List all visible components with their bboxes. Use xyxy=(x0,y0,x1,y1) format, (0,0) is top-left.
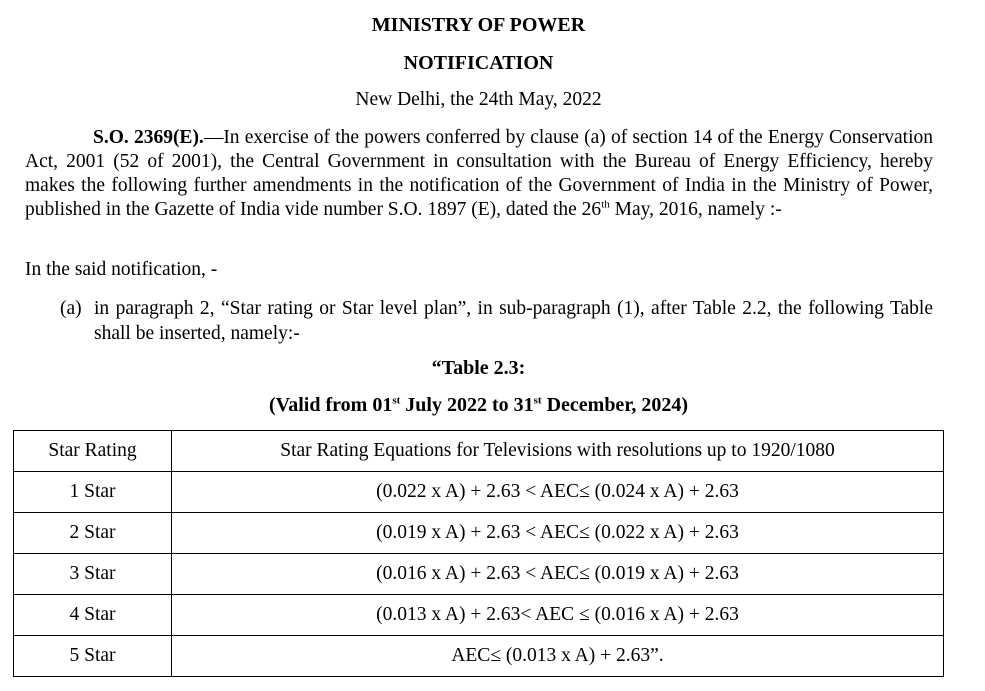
validity-middle: July 2022 to 31 xyxy=(400,394,534,416)
notification-heading: NOTIFICATION xyxy=(403,52,554,74)
table-row xyxy=(14,472,944,513)
header-star-rating: Star Rating xyxy=(14,431,172,472)
amendment-a-text: in paragraph 2, “Star rating or Star level plan”, in sub-paragraph (1), after Table 2.2, the following Table shall be inserted, namely:- xyxy=(94,298,933,344)
amendment-a-marker: (a) xyxy=(60,298,82,319)
equation-cell: (0.019 x A) + 2.63 < AEC≤ (0.022 x A) + 2.63 xyxy=(172,513,944,554)
rating-cell: 1 Star xyxy=(14,472,172,513)
equation-cell: (0.016 x A) + 2.63 < AEC≤ (0.019 x A) + 2.63 xyxy=(172,554,944,595)
table-row xyxy=(14,636,944,677)
table-title: “Table 2.3: xyxy=(431,357,526,379)
amendment-a xyxy=(60,296,933,346)
table-row xyxy=(14,595,944,636)
table-header-row xyxy=(14,431,944,472)
equation-cell: (0.022 x A) + 2.63 < AEC≤ (0.024 x A) + 2.63 xyxy=(172,472,944,513)
intro-text-end: May, 2016, namely :- xyxy=(609,199,782,220)
validity-superscript-start: st xyxy=(392,394,401,407)
dateline: New Delhi, the 24th May, 2022 xyxy=(355,89,602,110)
equation-cell: (0.013 x A) + 2.63< AEC ≤ (0.016 x A) + 2.63 xyxy=(172,595,944,636)
validity-prefix: (Valid from 01 xyxy=(268,394,393,416)
validity-superscript-end: st xyxy=(533,394,542,407)
ministry-heading: MINISTRY OF POWER xyxy=(371,14,586,36)
header-equations: Star Rating Equations for Televisions with resolutions up to 1920/1080 xyxy=(172,431,944,472)
intro-paragraph xyxy=(25,126,933,222)
intro-text: —In exercise of the powers conferred by clause (a) of section 14 of the Energy Conservation Act, 2001 (52 of 2001), the Central Government in consultation with the Bureau of Energy Efficiency, hereby makes the following further amendments in the notification of the Government of India in the Ministry of Power, published in the Gazette of India vide number S.O. 1897 (E), dated the 26 xyxy=(25,127,933,220)
rating-cell: 4 Star xyxy=(14,595,172,636)
star-rating-table xyxy=(13,430,944,677)
table-row xyxy=(14,513,944,554)
so-number: S.O. 2369(E). xyxy=(93,127,204,148)
intro-date-superscript: th xyxy=(601,198,610,211)
rating-cell: 2 Star xyxy=(14,513,172,554)
rating-cell: 3 Star xyxy=(14,554,172,595)
rating-cell: 5 Star xyxy=(14,636,172,677)
equation-cell: AEC≤ (0.013 x A) + 2.63”. xyxy=(172,636,944,677)
said-notification-line: In the said notification, - xyxy=(25,259,218,280)
table-row xyxy=(14,554,944,595)
table-validity xyxy=(0,394,957,417)
validity-suffix: December, 2024) xyxy=(541,394,689,416)
